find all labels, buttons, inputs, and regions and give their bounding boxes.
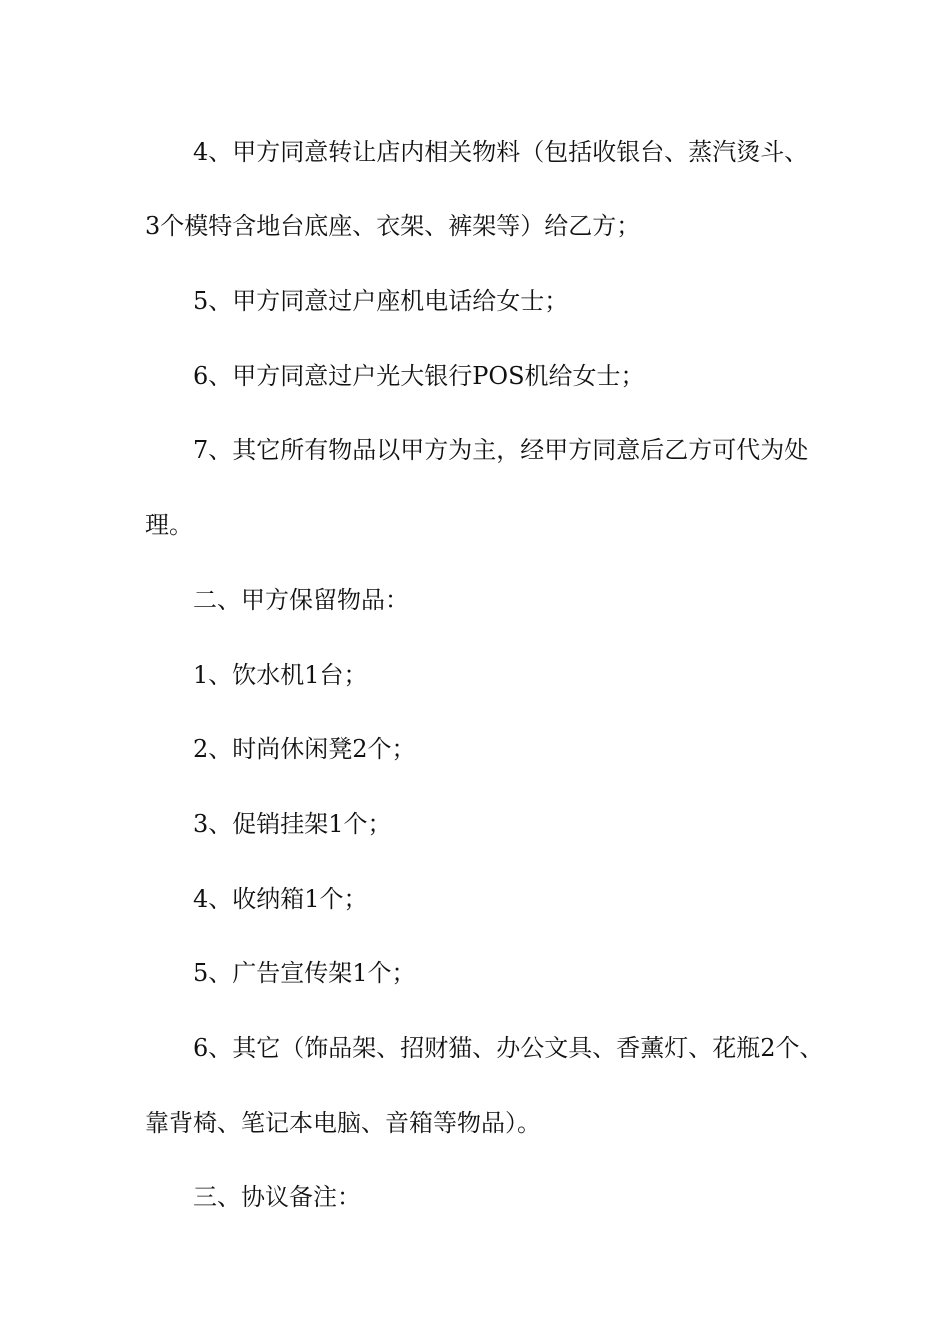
retained-item-4: 4、收纳箱1个； — [193, 885, 368, 913]
retained-item-6-line-2: 靠背椅、笔记本电脑、音箱等物品）。 — [145, 1109, 541, 1137]
section-heading-agreement-notes: 三、协议备注： — [193, 1183, 361, 1211]
retained-item-3: 3、促销挂架1个； — [193, 810, 392, 838]
paragraph-item-7-line-2: 理。 — [145, 511, 193, 539]
paragraph-item-6: 6、甲方同意过户光大银行POS机给女士； — [193, 362, 645, 390]
paragraph-item-4-line-2: 3个模特含地台底座、衣架、裤架等）给乙方； — [145, 212, 641, 240]
paragraph-item-7-line-1: 7、其它所有物品以甲方为主，经甲方同意后乙方可代为处 — [193, 436, 809, 464]
section-heading-retained-items: 二、甲方保留物品： — [193, 586, 409, 614]
paragraph-item-4-line-1: 4、甲方同意转让店内相关物料（包括收银台、蒸汽烫斗、 — [193, 138, 809, 166]
retained-item-6-line-1: 6、其它（饰品架、招财猫、办公文具、香薰灯、花瓶2个、 — [193, 1034, 824, 1062]
retained-item-2: 2、时尚休闲凳2个； — [193, 735, 416, 763]
paragraph-item-5: 5、甲方同意过户座机电话给女士； — [193, 287, 569, 315]
retained-item-5: 5、广告宣传架1个； — [193, 959, 416, 987]
retained-item-1: 1、饮水机1台； — [193, 661, 368, 689]
